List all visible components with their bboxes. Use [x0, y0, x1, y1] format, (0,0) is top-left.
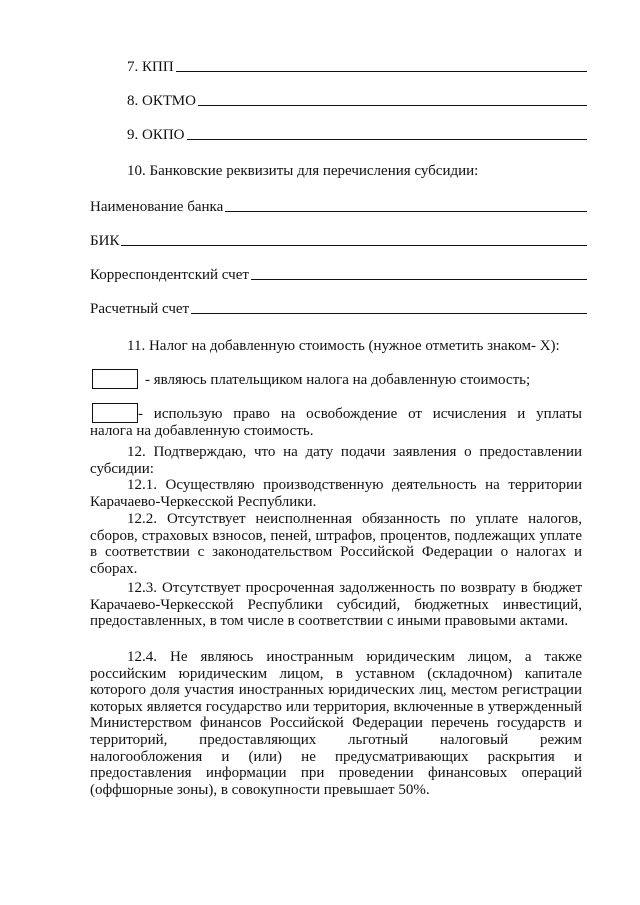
oktmo-input-line[interactable]	[198, 104, 587, 106]
vat-payer-label: - являюсь плательщиком налога на добавленную стоимость;	[145, 372, 531, 388]
bank-name-input-line[interactable]	[225, 210, 587, 212]
kpp-label: 7. КПП	[127, 59, 174, 75]
okpo-label: 9. ОКПО	[127, 127, 185, 143]
paragraph-12-2: 12.2. Отсутствует неисполненная обязанность по уплате налогов, сборов, страховых взносов, пеней, штрафов, процентов, подлежащих уплате в соответствии с законодательством Российской Федерации о налогах и сборах.	[90, 511, 582, 577]
settlement-account-field[interactable]	[90, 298, 587, 318]
vat-payer-checkbox[interactable]	[92, 369, 138, 389]
bik-input-line[interactable]	[121, 244, 587, 246]
vat-exempt-label-line2: налога на добавленную стоимость.	[90, 423, 314, 439]
bik-field[interactable]	[90, 230, 587, 250]
corr-account-input-line[interactable]	[251, 278, 587, 280]
kpp-field[interactable]	[127, 56, 587, 76]
okpo-input-line[interactable]	[187, 138, 587, 140]
corr-account-label: Корреспондентский счет	[90, 267, 249, 283]
corr-account-field[interactable]	[90, 264, 587, 284]
vat-exempt-label-line1: - использую право на освобождение от исчисления и уплаты	[138, 406, 582, 422]
oktmo-field[interactable]	[127, 90, 587, 110]
paragraph-12-3: 12.3. Отсутствует просроченная задолженность по возврату в бюджет Карачаево-Черкесской Республики субсидий, бюджетных инвестиций, предоставленных, в том числе в соответствии с иными правовыми актами.	[90, 580, 582, 630]
oktmo-label: 8. ОКТМО	[127, 93, 196, 109]
paragraph-12: 12. Подтверждаю, что на дату подачи заявления о предоставлении субсидии:	[90, 444, 582, 477]
settlement-account-label: Расчетный счет	[90, 301, 190, 317]
vat-exempt-checkbox[interactable]	[92, 403, 138, 423]
okpo-field[interactable]	[127, 124, 587, 144]
settlement-account-input-line[interactable]	[191, 312, 587, 314]
bank-name-field[interactable]	[90, 196, 587, 216]
kpp-input-line[interactable]	[176, 70, 587, 72]
bank-name-label: Наименование банка	[90, 199, 224, 215]
paragraph-12-1: 12.1. Осуществляю производственную деятельность на территории Карачаево-Черкесской Республики.	[90, 477, 582, 510]
vat-heading: 11. Налог на добавленную стоимость (нужное отметить знаком- X):	[127, 338, 560, 354]
bik-label: БИК	[90, 233, 120, 249]
bank-heading: 10. Банковские реквизиты для перечисления субсидии:	[127, 163, 479, 179]
paragraph-12-4: 12.4. Не являюсь иностранным юридическим лицом, а также российским юридическим лицом, в уставном (складочном) капитале которого доля участия иностранных юридических лиц, местом регистрации которых является государство или территория, включенные в утвержденный Министерством финансов Российской Федерации перечень государств и территорий, предоставляющих льготный налоговый режим налогообложения и (или) не предусматривающих раскрытия и предоставления информации при проведении финансовых операций (оффшорные зоны), в совокупности превышает 50%.	[90, 649, 582, 798]
